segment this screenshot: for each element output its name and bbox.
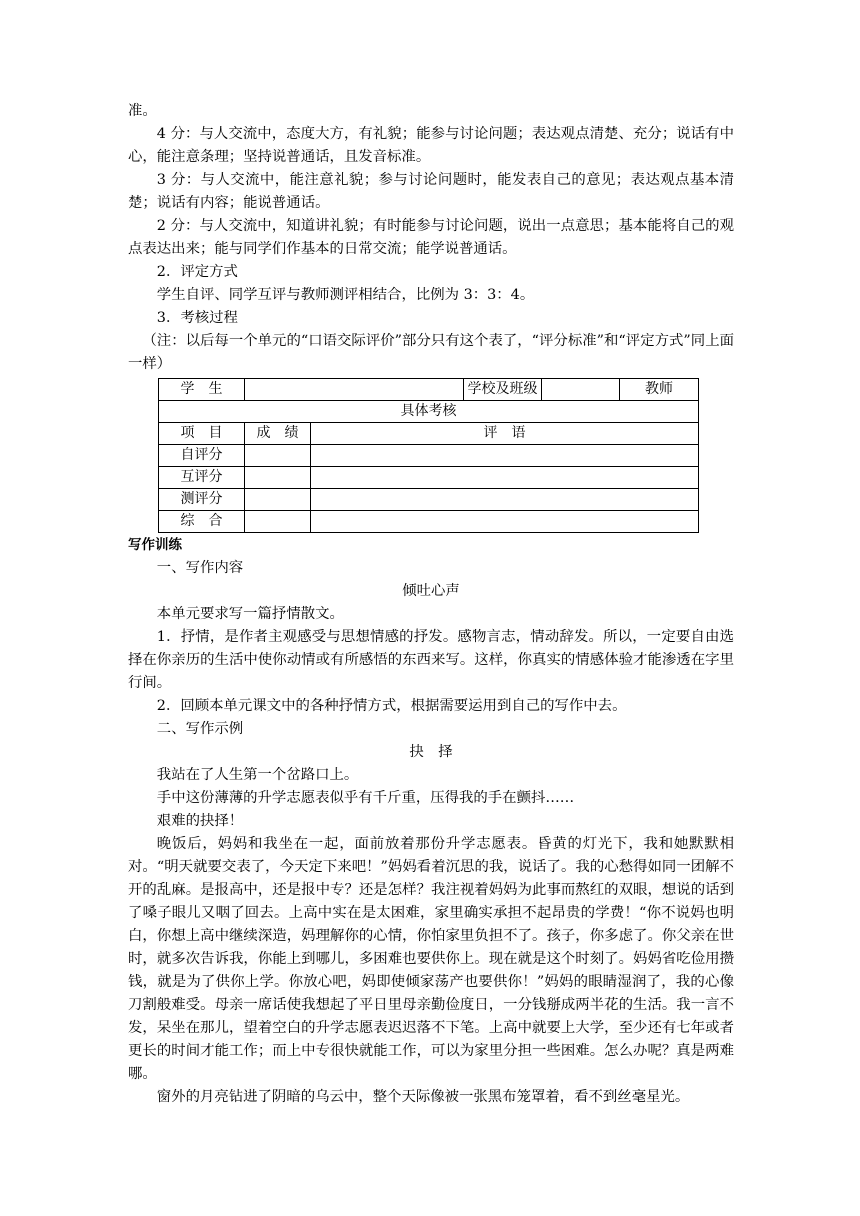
essay-paragraph: 窗外的月亮钻进了阴暗的乌云中，整个天际像被一张黑布笼罩着，看不到丝毫星光。 [156, 1089, 690, 1105]
title-choice: 抉 择 [409, 744, 453, 760]
column-comment: 评 语 [311, 423, 699, 445]
comment-cell [311, 467, 699, 489]
score-cell [245, 445, 311, 467]
row-label-peer: 互评分 [159, 467, 245, 489]
section-heading-writing: 写作训练 [128, 537, 182, 553]
table-row-header-info [159, 379, 699, 401]
heading-evaluation-method: 2．评定方式 [156, 264, 238, 280]
school-class-label: 学校及班级 [464, 379, 542, 401]
table-row-section [159, 401, 699, 423]
essay-paragraph: 晚饭后，妈妈和我坐在一起，面前放着那份升学志愿表。昏黄的灯光下，我和她默默相对。“明天就要交表了，今天定下来吧！”妈妈看着沉思的我，说话了。我的心愁得如同一团解不开的乱麻。是报高中，还是报中专？还是怎样？我注视着妈妈为此事而熬红的双眼，想说的话到了嗓子眼儿又咽了回去。上高中实在是太困难，家里确实承担不起昂贵的学费！“你不说妈也明白，你想上高中继续深造，妈理解你的心情，你怕家里负担不了。孩子，你多虑了。你父亲在世时，就多次告诉我，你能上到哪儿，多困难也要供你上。现在就是这个时刻了。妈妈省吃俭用攒钱，就是为了供你上学。你放心吧，妈即使倾家荡产也要供你！”妈妈的眼睛湿润了，我的心像刀割般难受。母亲一席话使我想起了平日里母亲勤俭度日，一分钱掰成两半花的生活。我一言不发，呆坐在那儿，望着空白的升学志愿表迟迟落不下笔。上高中就要上大学，至少还有七年或者更长的时间才能工作；而上中专很快就能工作，可以为家里分担一些困难。怎么办呢？真是两难哪。 [128, 836, 734, 1082]
paragraph-evaluation-ratio: 学生自评、同学互评与教师测评相结合，比例为 3：3：4。 [156, 287, 535, 303]
assessment-table [158, 378, 699, 533]
paragraph-point-2: 2．回顾本单元课文中的各种抒情方式，根据需要运用到自己的写作中去。 [156, 698, 627, 714]
heading-writing-content: 一、写作内容 [156, 560, 244, 576]
row-label-teacher: 测评分 [159, 489, 245, 511]
row-label-overall: 综 合 [159, 511, 245, 533]
score-cell [245, 467, 311, 489]
row-label-self: 自评分 [159, 445, 245, 467]
column-score: 成 绩 [245, 423, 311, 445]
table-row [159, 467, 699, 489]
teacher-label: 教师 [620, 379, 699, 401]
comment-cell [311, 489, 699, 511]
student-value-cell [245, 379, 464, 401]
paragraph-score-2: 2 分：与人交流中，知道讲礼貌；有时能参与讨论问题，说出一点意思；基本能将自己的观点表达出来；能与同学们作基本的日常交流；能学说普通话。 [128, 218, 734, 257]
document-body [128, 100, 734, 1109]
paragraph-intro: 本单元要求写一篇抒情散文。 [156, 606, 344, 622]
table-row [159, 489, 699, 511]
heading-assessment-process: 3．考核过程 [156, 310, 238, 326]
paragraph-score-3: 3 分：与人交流中，能注意礼貌；参与讨论问题时，能发表自己的意见；表达观点基本清楚；说话有内容；能说普通话。 [128, 172, 734, 211]
section-title: 具体考核 [159, 401, 699, 423]
score-cell [245, 489, 311, 511]
heading-writing-example: 二、写作示例 [156, 721, 244, 737]
table-row [159, 445, 699, 467]
paragraph-score-4: 4 分：与人交流中，态度大方，有礼貌；能参与讨论问题；表达观点清楚、充分；说话有中心，能注意条理；坚持说普通话，且发音标准。 [128, 126, 734, 165]
score-cell [245, 511, 311, 533]
column-item: 项 目 [159, 423, 245, 445]
table-row-columns [159, 423, 699, 445]
title-pour-out: 倾吐心声 [402, 583, 460, 599]
paragraph-note: （注：以后每一个单元的“口语交际评价”部分只有这个表了，“评分标准”和“评定方式”同上面一样） [128, 333, 734, 372]
comment-cell [311, 511, 699, 533]
student-label: 学 生 [159, 379, 245, 401]
essay-paragraph: 手中这份薄薄的升学志愿表似乎有千斤重，压得我的手在颤抖…… [156, 790, 575, 806]
essay-paragraph: 我站在了人生第一个岔路口上。 [156, 767, 359, 783]
paragraph-point-1: 1．抒情，是作者主观感受与思想情感的抒发。感物言志，情动辞发。所以，一定要自由选择在你亲历的生活中使你动情或有所感悟的东西来写。这样，你真实的情感体验才能渗透在字里行间。 [128, 629, 734, 691]
table-row [159, 511, 699, 533]
comment-cell [311, 445, 699, 467]
essay-paragraph: 艰难的抉择！ [156, 813, 244, 829]
school-class-value-cell [542, 379, 620, 401]
paragraph-continuation: 准。 [128, 103, 157, 119]
